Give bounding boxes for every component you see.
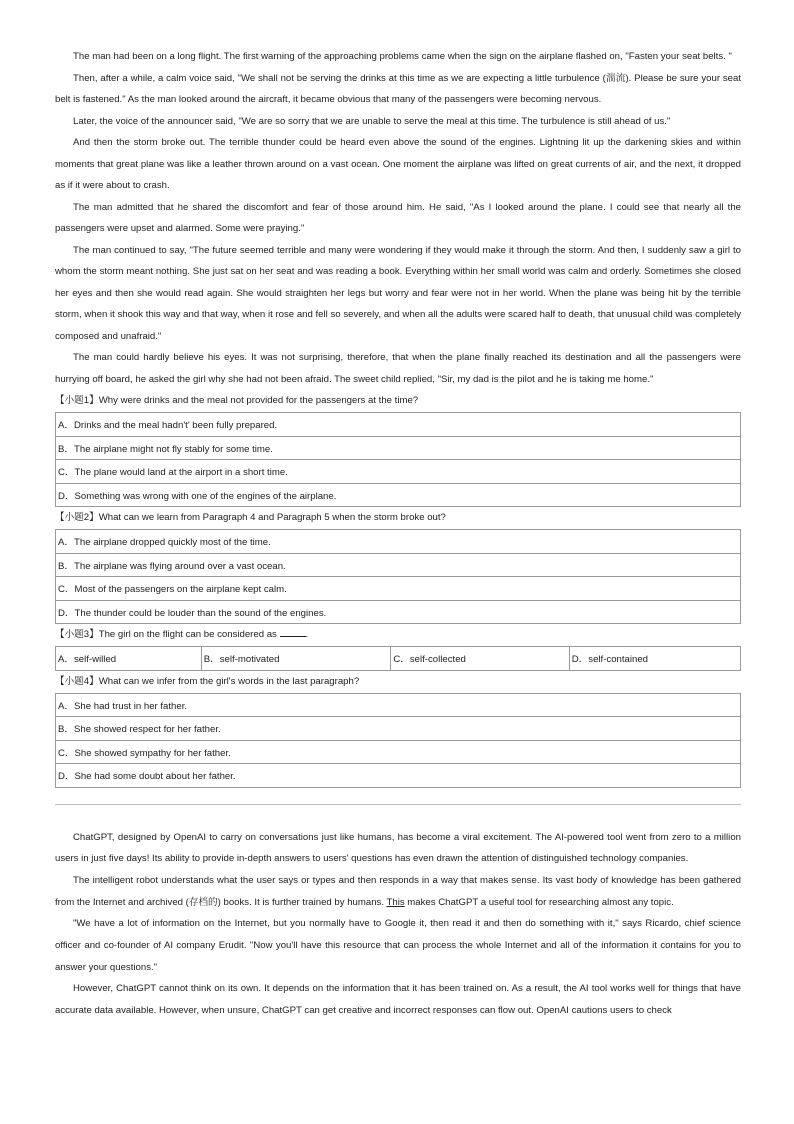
paragraph: [55, 870, 741, 913]
paragraph: However, ChatGPT cannot think on its own. It depends on the information that it has been trained on. As a result, the AI tool works well for things that have accurate data available. However, when unsure, ChatGPT can get creative and incorrect responses can flow out. OpenAI cautions users to check: [55, 983, 741, 1017]
option-c[interactable]: C．She showed sympathy for her father.: [56, 740, 741, 764]
question-stem: 【小题4】What can we infer from the girl's words in the last paragraph?: [55, 675, 360, 687]
option-c[interactable]: C．self-collected: [391, 647, 569, 671]
question-2: [55, 507, 741, 624]
option-b[interactable]: B．The airplane might not fly stably for some time.: [56, 436, 741, 460]
option-d[interactable]: D．The thunder could be louder than the sound of the engines.: [56, 600, 741, 624]
answer-blank: [280, 627, 306, 637]
option-a[interactable]: A．The airplane dropped quickly most of the time.: [56, 530, 741, 554]
passage-flight: [55, 46, 741, 390]
paragraph: The man admitted that he shared the discomfort and fear of those around him. He said, "As I looked around the plane. I could see that nearly all the passengers were upset and alarmed. Some were praying.": [55, 201, 741, 234]
option-a[interactable]: A．self-willed: [56, 647, 202, 671]
underlined-word: This: [386, 896, 405, 908]
paragraph: The man could hardly believe his eyes. It was not surprising, therefore, that when the plane finally reached its destination and all the passengers were hurrying off board, he asked the girl why she had not been afraid. The sweet child replied, "Sir, my dad is the pilot and he is taking me home.": [55, 352, 741, 385]
options-table: [55, 646, 741, 671]
option-d[interactable]: D．She had some doubt about her father.: [56, 764, 741, 788]
option-d[interactable]: D．self-contained: [569, 647, 740, 671]
option-d[interactable]: D．Something was wrong with one of the engines of the airplane.: [56, 483, 741, 507]
paragraph-text: makes ChatGPT a useful tool for researching almost any topic.: [404, 896, 674, 908]
question-1: [55, 390, 741, 507]
option-c[interactable]: C．The plane would land at the airport in a short time.: [56, 460, 741, 484]
options-table: [55, 529, 741, 624]
question-stem-text: 【小题3】The girl on the flight can be considered as: [55, 629, 277, 640]
paragraph: The man had been on a long flight. The first warning of the approaching problems came when the sign on the airplane flashed on, "Fasten your seat belts. ": [73, 51, 732, 62]
question-stem: [55, 624, 741, 646]
question-stem-end: .: [305, 629, 309, 640]
option-a[interactable]: A．Drinks and the meal hadn't' been fully prepared.: [56, 413, 741, 437]
paragraph: ChatGPT, designed by OpenAI to carry on conversations just like humans, has become a viral excitement. The AI-powered tool went from zero to a million users in just five days! Its ability to provide in-depth answers to users' questions has even drawn the attention of distinguished technology companies.: [55, 831, 741, 865]
document-page: [55, 46, 741, 1022]
paragraph: The man continued to say, "The future seemed terrible and many were wondering if they would make it through the storm. And then, I suddenly saw a girl to whom the storm meant nothing. She just sat on her seat and was reading a book. Everything within her small world was calm and orderly. Sometimes she closed her eyes and then she would read again. She would straighten her legs but worry and fear were not in her world. When the plane was being hit by the terrible storm, when it shook this way and that way, when it rose and fell so severely, and when all the adults were scared half to death, that unusual child was completely composed and unafraid.": [55, 244, 741, 342]
option-a[interactable]: A．She had trust in her father.: [56, 693, 741, 717]
section-divider: [55, 804, 741, 805]
question-3: [55, 624, 741, 671]
passage-chatgpt: [55, 827, 741, 1022]
options-table: [55, 412, 741, 507]
paragraph: And then the storm broke out. The terrible thunder could be heard even above the sound of the engines. Lightning lit up the darkening skies and within moments that great plane was like a leather thrown around on a vast ocean. One moment the airplane was lifted on great currents of air, and the next, it dropped as if it were about to crash.: [55, 137, 741, 191]
option-b[interactable]: B．The airplane was flying around over a vast ocean.: [56, 553, 741, 577]
question-4: [55, 671, 741, 788]
option-b[interactable]: B．She showed respect for her father.: [56, 717, 741, 741]
options-table: [55, 693, 741, 788]
question-stem: 【小题2】What can we learn from Paragraph 4 and Paragraph 5 when the storm broke out?: [55, 512, 446, 523]
option-b[interactable]: B．self-motivated: [201, 647, 391, 671]
paragraph: Later, the voice of the announcer said, "We are so sorry that we are unable to serve the meal at this time. The turbulence is still ahead of us.": [73, 115, 671, 127]
paragraph: Then, after a while, a calm voice said, "We shall not be serving the drinks at this time as we are expecting a little turbulence (湍流). Please be sure your seat belt is fastened." As the man looked around the aircraft, it became obvious that many of the passengers were becoming nervous.: [55, 72, 741, 105]
paragraph: "We have a lot of information on the Internet, but you normally have to Google it, then read it and then do something with it," says Ricardo, chief science officer and co-founder of AI company Erudit. "Now you'll have this resource that can process the whole Internet and all of the information it contains for you to answer your questions.": [55, 918, 741, 973]
option-c[interactable]: C．Most of the passengers on the airplane kept calm.: [56, 577, 741, 601]
question-stem: 【小题1】Why were drinks and the meal not provided for the passengers at the time?: [55, 395, 419, 406]
paragraph-text: The intelligent robot understands what the user says or types and then responds in a way that makes sense. Its vast body of knowledge has been gathered from the Internet and archived (存档的) books. It is further trained by humans.: [55, 874, 741, 908]
